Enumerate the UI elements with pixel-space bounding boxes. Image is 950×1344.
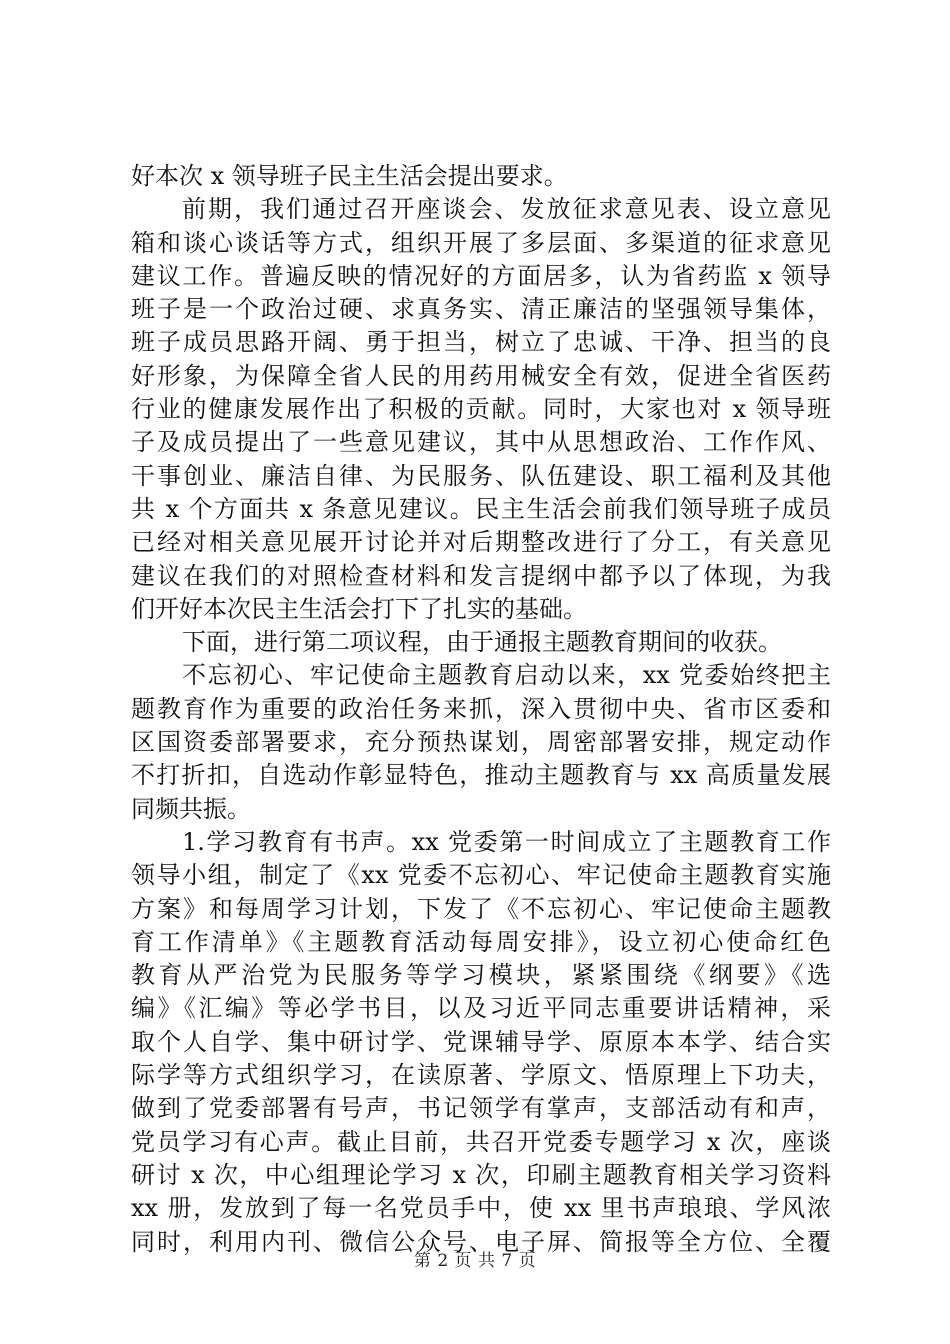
text-line: 箱和谈心谈话等方式，组织开展了多层面、多渠道的征求意见 <box>131 228 831 257</box>
text-line: 子及成员提出了一些意见建议，其中从思想政治、工作作风、 <box>131 428 831 457</box>
text-line: 好本次 x 领导班子民主生活会提出要求。 <box>131 162 568 190</box>
text-line: 1.学习教育有书声。xx 党委第一时间成立了主题教育工作 <box>182 827 831 856</box>
text-line: 方案》和每周学习计划，下发了《不忘初心、牢记使命主题教 <box>131 894 831 923</box>
text-line: 们开好本次民主生活会打下了扎实的基础。 <box>131 594 587 623</box>
text-line: 区国资委部署要求，充分预热谋划，周密部署安排，规定动作 <box>131 728 831 757</box>
text-line: 干事创业、廉洁自律、为民服务、队伍建设、职工福利及其他 <box>131 461 831 490</box>
document-body <box>131 160 831 1259</box>
text-line: 不打折扣，自选动作彰显特色，推动主题教育与 xx 高质量发展 <box>131 761 831 790</box>
text-line: 党员学习有心声。截止目前，共召开党委专题学习 x 次，座谈 <box>131 1127 831 1156</box>
text-line: 际学等方式组织学习，在读原著、学原文、悟原理上下功夫， <box>131 1061 831 1090</box>
text-line: 行业的健康发展作出了积极的贡献。同时，大家也对 x 领导班 <box>131 395 831 424</box>
text-line: 同时，利用内刊、微信公众号、电子屏、简报等全方位、全覆 <box>131 1227 831 1256</box>
text-line: 已经对相关意见展开讨论并对后期整改进行了分工，有关意见 <box>131 528 831 557</box>
text-line: 好形象，为保障全省人民的用药用械安全有效，促进全省医药 <box>131 361 831 390</box>
text-line: xx 册，发放到了每一名党员手中，使 xx 里书声琅琅、学风浓 <box>131 1194 831 1223</box>
text-line: 题教育作为重要的政治任务来抓，深入贯彻中央、省市区委和 <box>131 694 831 723</box>
page-footer: 第 2 页 共 7 页 <box>413 1251 537 1271</box>
text-line: 下面，进行第二项议程，由于通报主题教育期间的收获。 <box>182 628 782 657</box>
text-line: 同频共振。 <box>131 794 251 823</box>
text-line: 做到了党委部署有号声，书记领学有掌声，支部活动有和声， <box>131 1094 831 1123</box>
text-line: 研讨 x 次，中心组理论学习 x 次，印刷主题教育相关学习资料 <box>131 1160 831 1189</box>
text-line: 前期，我们通过召开座谈会、发放征求意见表、设立意见 <box>182 195 831 224</box>
text-line: 建议在我们的对照检查材料和发言提纲中都予以了体现，为我 <box>131 561 831 590</box>
text-line: 领导小组，制定了《xx 党委不忘初心、牢记使命主题教育实施 <box>131 861 831 890</box>
text-line: 不忘初心、牢记使命主题教育启动以来，xx 党委始终把主 <box>182 661 831 690</box>
text-line: 共 x 个方面共 x 条意见建议。民主生活会前我们领导班子成员 <box>131 494 831 523</box>
text-line: 建议工作。普遍反映的情况好的方面居多，认为省药监 x 领导 <box>131 261 831 290</box>
text-line: 教育从严治党为民服务等学习模块，紧紧围绕《纲要》《选 <box>131 961 831 990</box>
text-line: 育工作清单》《主题教育活动每周安排》，设立初心使命红色 <box>131 927 831 956</box>
text-line: 编》《汇编》等必学书目，以及习近平同志重要讲话精神，采 <box>131 994 831 1023</box>
text-line: 班子是一个政治过硬、求真务实、清正廉洁的坚强领导集体， <box>131 295 831 324</box>
text-line: 班子成员思路开阔、勇于担当，树立了忠诚、干净、担当的良 <box>131 328 831 357</box>
text-line: 取个人自学、集中研讨学、党课辅导学、原原本本学、结合实 <box>131 1027 831 1056</box>
